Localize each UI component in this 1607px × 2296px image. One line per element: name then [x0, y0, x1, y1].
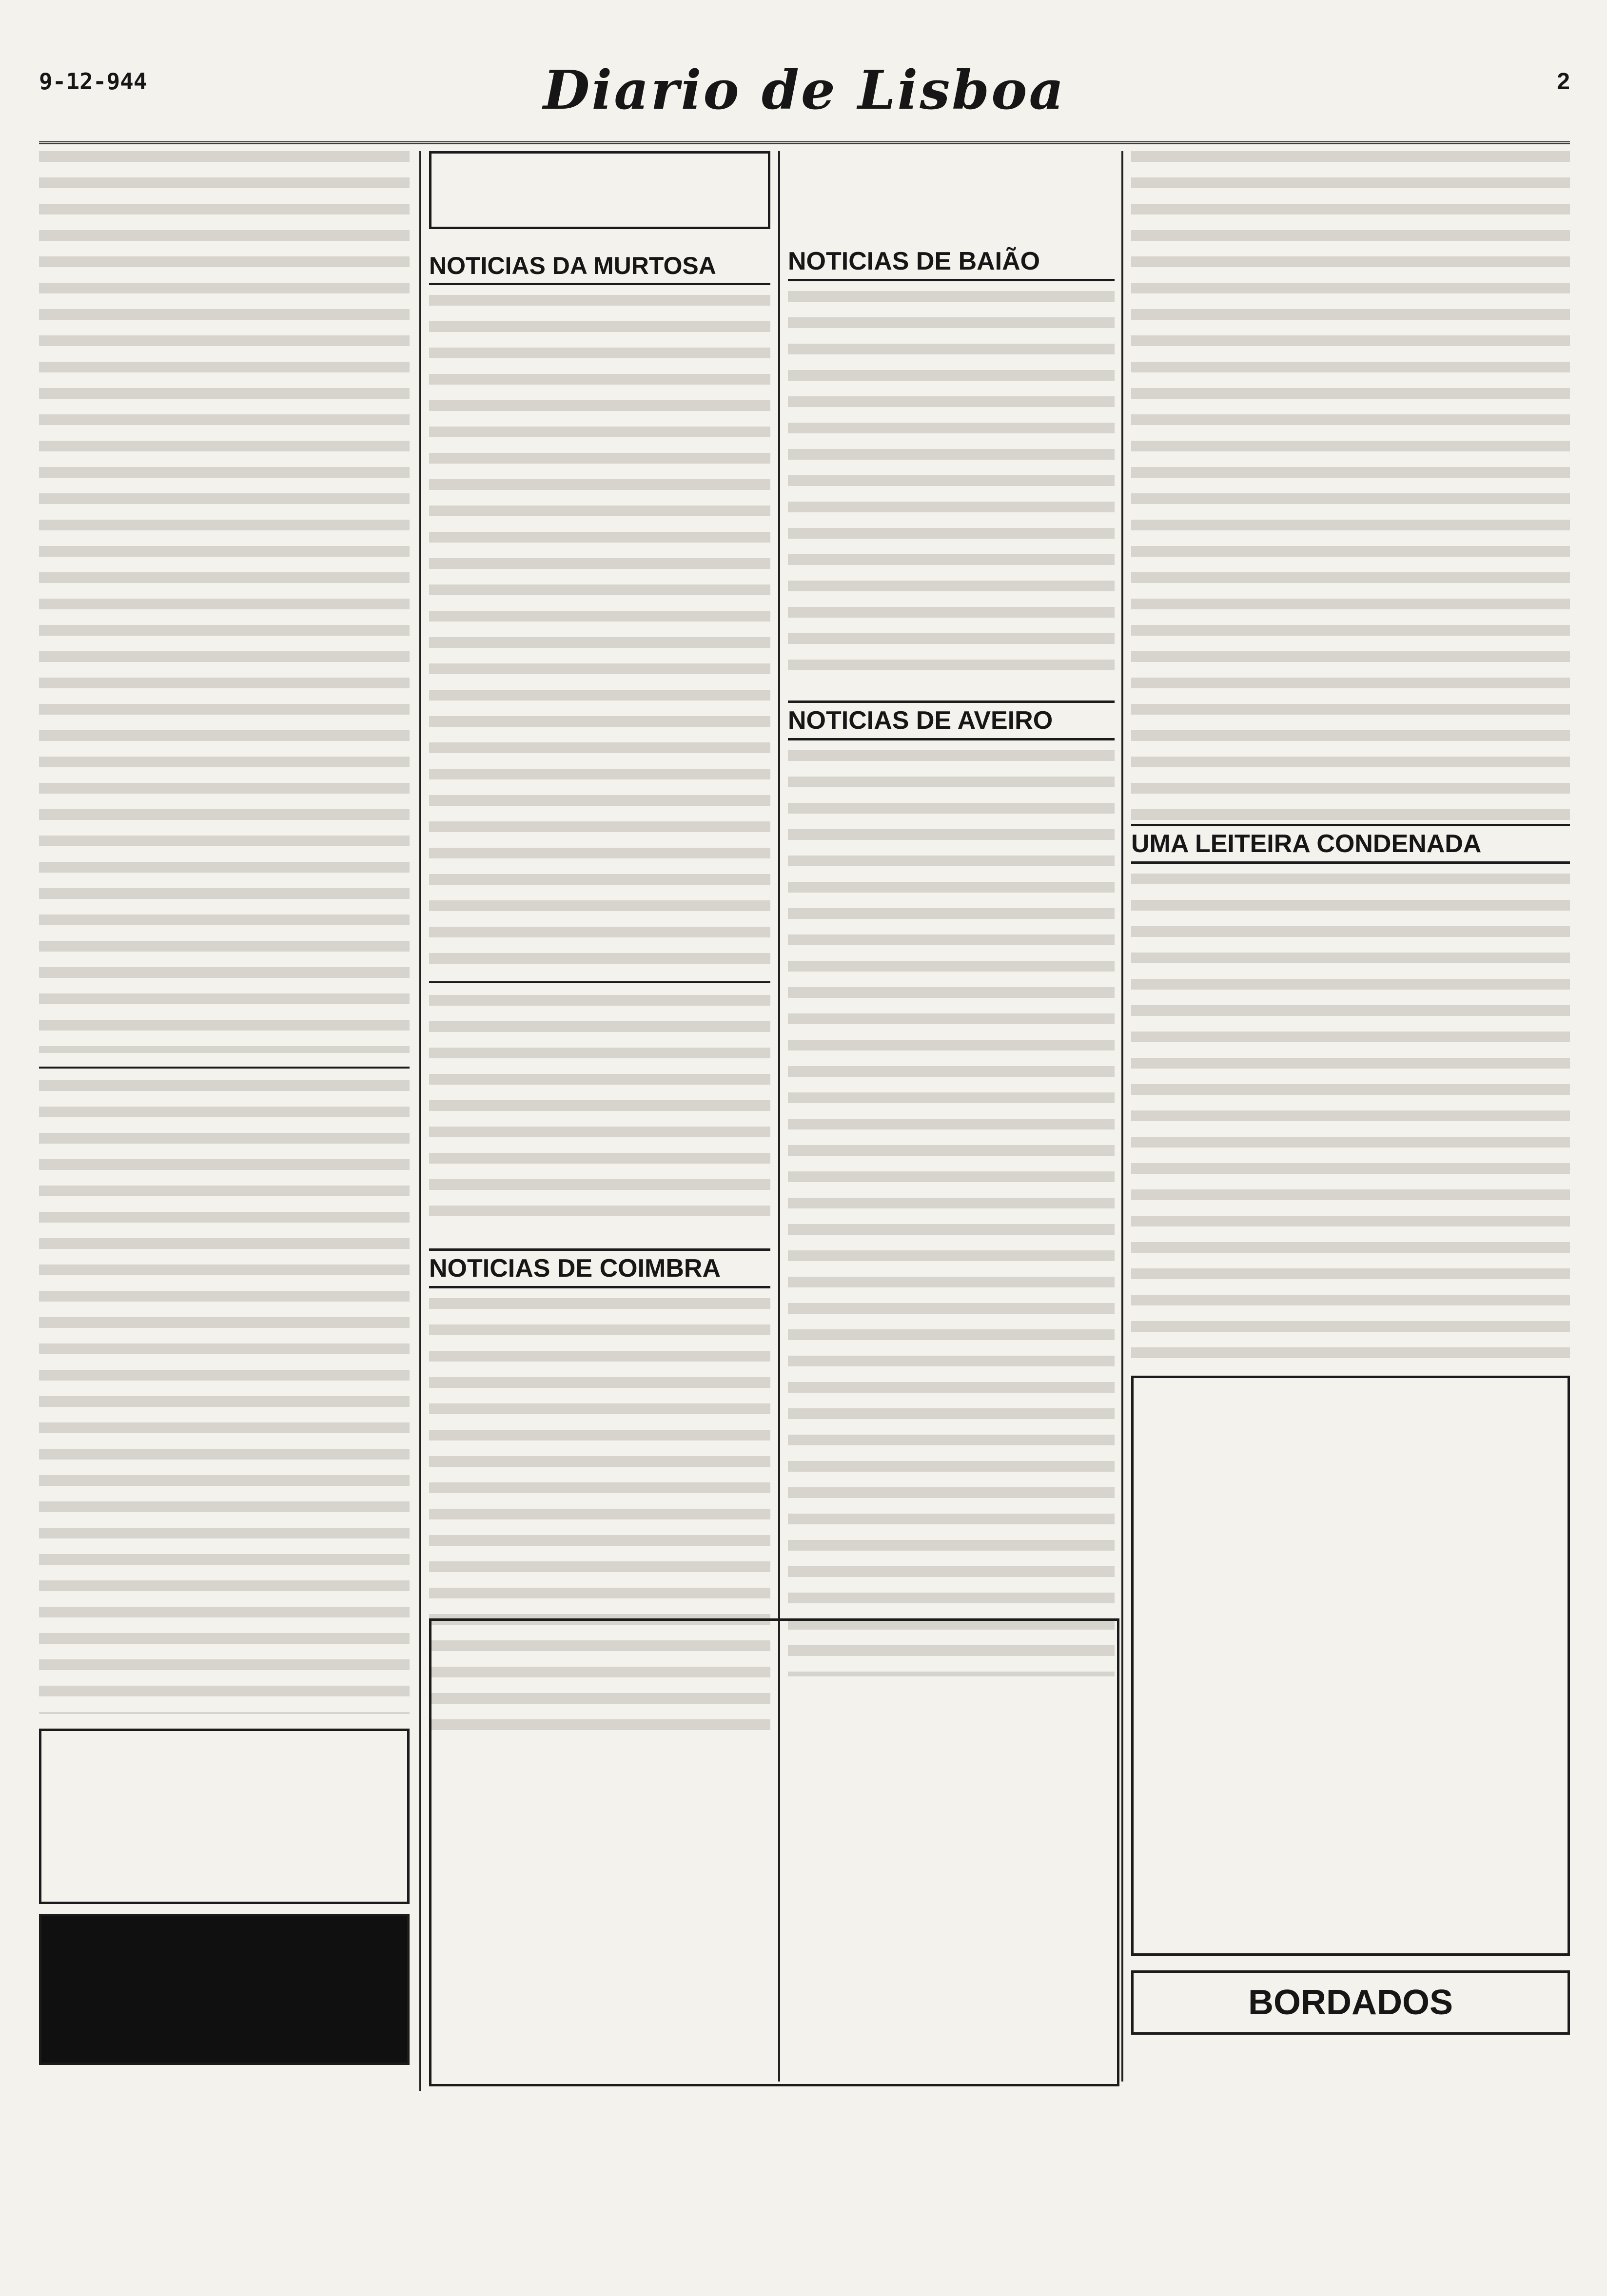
body-text-placeholder: [39, 151, 410, 1053]
column-rule-1: [419, 151, 421, 2091]
body-text-placeholder: [788, 291, 1115, 681]
headline-murtosa: NOTICIAS DA MURTOSA: [429, 249, 770, 285]
column-2: [429, 151, 770, 1737]
column-1: [39, 151, 410, 2065]
bordados-ad: [1131, 1970, 1570, 2035]
masthead: [39, 54, 1570, 144]
body-text-placeholder: [788, 750, 1115, 1676]
body-text-placeholder: [1131, 874, 1570, 1361]
headline-coimbra: NOTICIAS DE COIMBRA: [429, 1248, 770, 1288]
section-divider: [429, 981, 770, 983]
headline-baiao: NOTICIAS DE BAIÃO: [788, 244, 1115, 281]
stomach-ad: [1131, 1376, 1570, 1956]
body-text-placeholder: [39, 1080, 410, 1714]
provincia-banner: [429, 151, 770, 229]
column-rule-3: [1121, 151, 1123, 2082]
column-3: [788, 151, 1115, 1676]
body-text-placeholder: [429, 295, 770, 968]
newspaper-title: Diario de Lisboa: [543, 58, 1066, 121]
column-4: [1131, 151, 1570, 2035]
body-text-placeholder: [429, 995, 770, 1229]
body-text-placeholder: [1131, 151, 1570, 824]
rose-bar-ad: [39, 1729, 410, 1904]
sousa-ad: [429, 1618, 1119, 2086]
headline-aveiro: NOTICIAS DE AVEIRO: [788, 700, 1115, 740]
issue-date: 9-12-944: [39, 68, 147, 95]
page-number: 2: [1557, 69, 1570, 95]
section-divider: [39, 1067, 410, 1069]
headline-leiteira: UMA LEITEIRA CONDENADA: [1131, 824, 1570, 864]
bordados-title: BORDADOS: [1248, 1983, 1453, 2022]
porto-santhiago-ad: [39, 1914, 410, 2065]
column-3-top-space: [788, 151, 1115, 244]
